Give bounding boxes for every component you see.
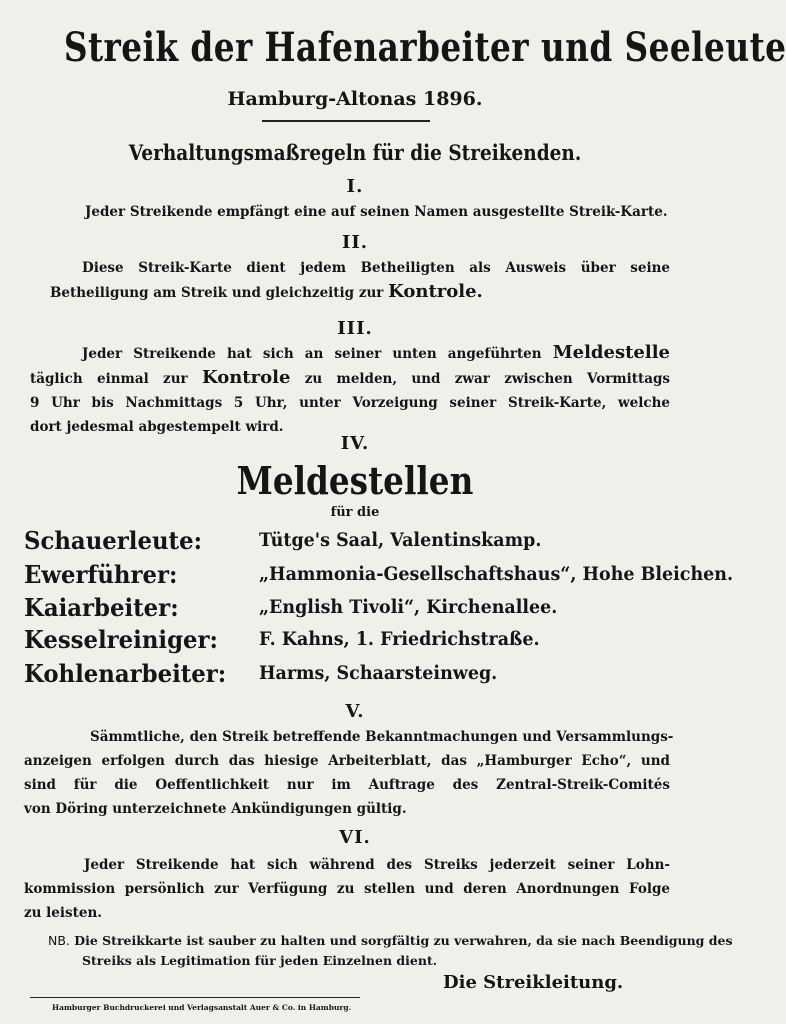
report-location: Tütge's Saal, Valentinskamp. [259,529,542,551]
poster-subtitle: Hamburg-Altonas 1896. [227,88,483,110]
nb-label: NB. [48,933,70,948]
printer-divider [30,997,360,998]
section-numeral-6: VI. [339,827,371,848]
worker-group: Kesselreiniger: [24,625,218,654]
section-3-line: 9 Uhr bis Nachmittags 5 Uhr, unter Vorzeigung seiner Streik-Karte, welche [30,395,670,411]
section-2-emphasis: Kontrole. [388,281,483,302]
section-3-line: Jeder Streikende hat sich an seiner unten angeführten [82,346,542,362]
section-numeral-5: V. [345,701,365,722]
report-location: „English Tivoli“, Kirchenallee. [259,596,558,618]
worker-group: Kaiarbeiter: [24,593,179,622]
section-6-line: kommission persönlich zur Verfügung zu stellen und deren Anordnungen Folge [24,881,670,897]
section-3-text [30,341,670,439]
section-5-text [24,725,674,821]
section-2-text [50,256,670,305]
rules-heading: Verhaltungsmaßregeln für die Streikenden. [128,140,582,165]
nb-line: Die Streikkarte ist sauber zu halten und sorgfältig zu verwahren, da sie nach Beendigung des [74,933,733,948]
section-1-line: Jeder Streikende empfängt eine auf seinen Namen ausgestellte Streik-Karte. [85,204,668,220]
section-5-line: Sämmtliche, den Streik betreffende Bekanntmachungen und Versammlungs- [90,729,674,745]
section-3-emphasis: Kontrole [201,367,291,388]
section-3-line: täglich einmal zur [30,371,188,387]
nb-line: Streiks als Legitimation für jeden Einzelnen dient. [82,953,438,968]
section-numeral-3: III. [337,318,373,339]
section-3-emphasis: Meldestelle [552,342,670,363]
worker-group: Ewerführer: [24,560,178,589]
nb-note [48,931,733,971]
section-6-line: Jeder Streikende hat sich während des Streiks jederzeit seiner Lohn- [84,857,670,873]
report-location: „Hammonia-Gesellschaftshaus“, Hohe Bleichen. [259,563,734,585]
section-2-line: Betheiligung am Streik und gleichzeitig zur [50,285,384,301]
section-5-line: sind für die Oeffentlichkeit nur im Auftrage des Zentral-Streik-Comités [24,777,670,793]
section-5-line: anzeigen erfolgen durch das hiesige Arbeiterblatt, das „Hamburger Echo“, und [24,753,670,769]
meldestellen-subtitle: für die [330,505,380,520]
section-5-line: von Döring unterzeichnete Ankündigungen gültig. [24,801,407,817]
section-3-line: zu melden, und zwar zwischen Vormittags [304,371,671,387]
section-numeral-4: IV. [340,433,370,454]
meldestellen-title: Meldestellen [236,458,474,503]
section-1-text [85,200,667,224]
report-location: F. Kahns, 1. Friedrichstraße. [259,628,540,650]
section-2-line: Diese Streik-Karte dient jedem Betheiligten als Ausweis über seine [82,260,670,276]
section-numeral-2: II. [341,232,369,253]
title-divider [262,120,430,122]
section-6-text [24,853,670,925]
section-6-line: zu leisten. [24,905,102,921]
printer-imprint: Hamburger Buchdruckerei und Verlagsanstalt Auer & Co. in Hamburg. [52,1003,352,1012]
section-numeral-1: I. [346,176,364,197]
report-location: Harms, Schaarsteinweg. [259,662,498,684]
section-3-line: dort jedesmal abgestempelt wird. [30,419,284,435]
worker-group: Schauerleute: [24,526,202,555]
worker-group: Kohlenarbeiter: [24,659,227,688]
signature: Die Streikleitung. [443,972,624,993]
poster-title: Streik der Hafenarbeiter und Seeleute [63,24,786,71]
